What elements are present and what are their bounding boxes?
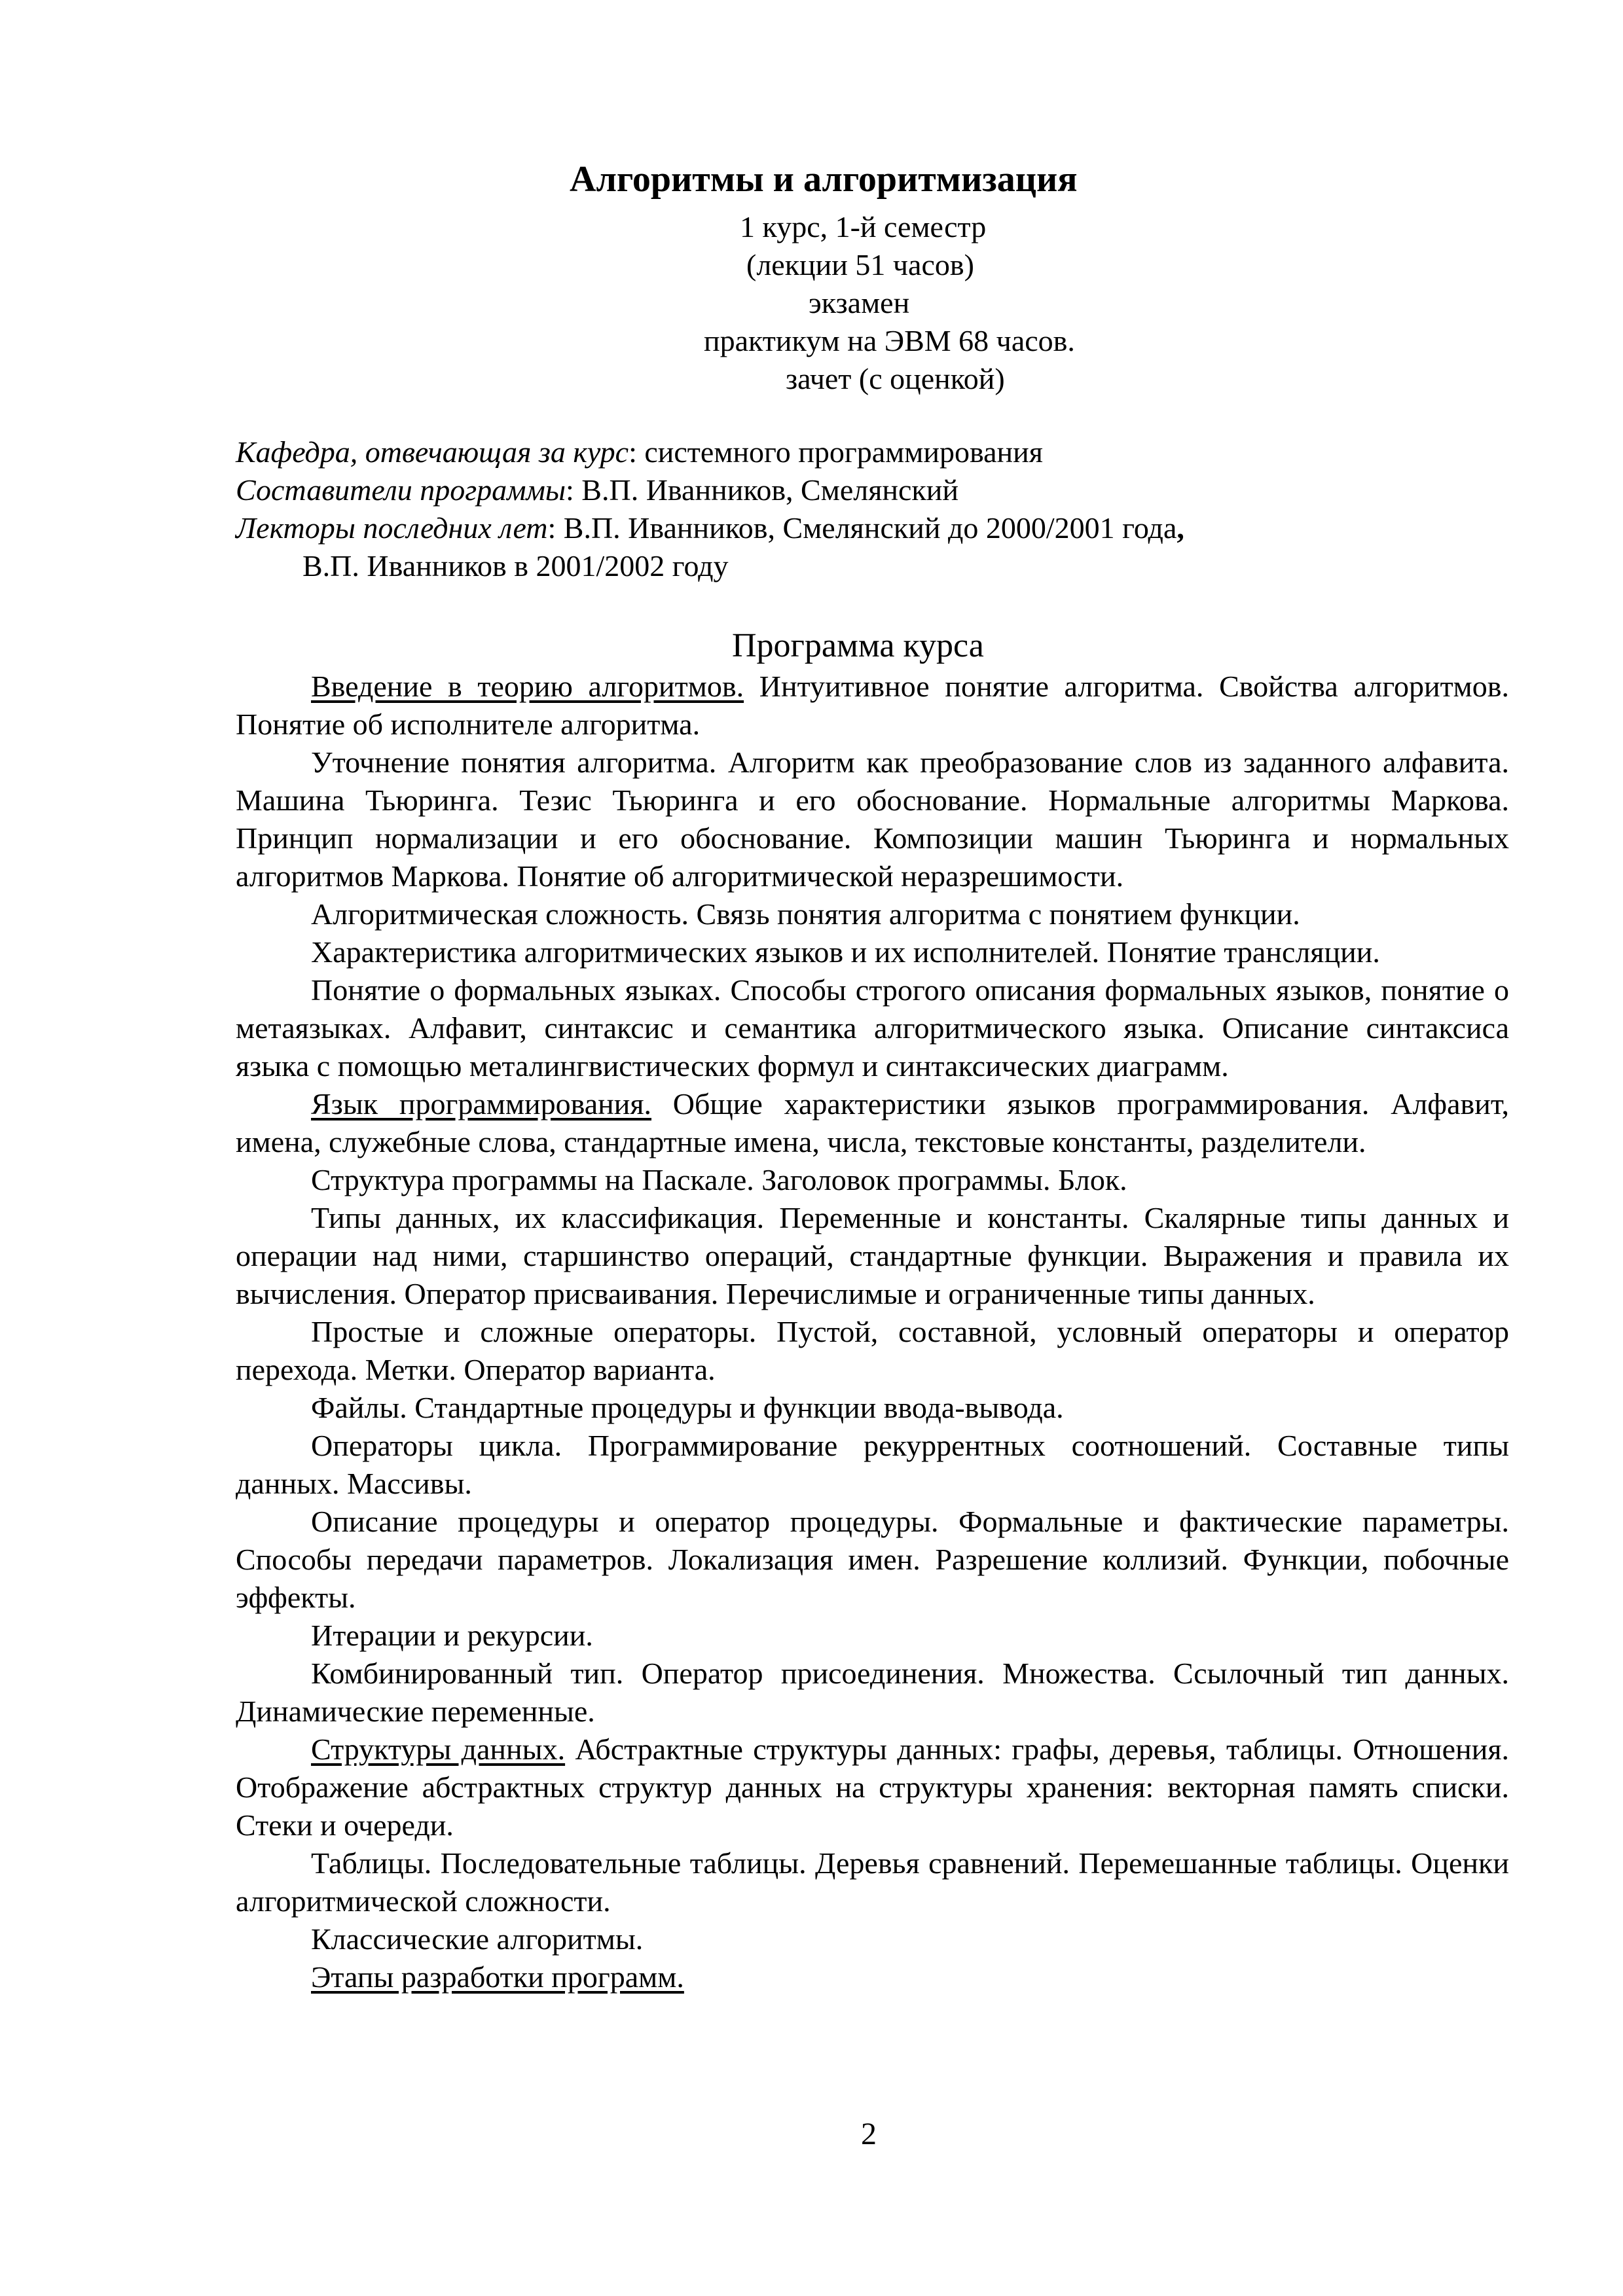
- lecture-hours: (лекции 51 часов): [746, 248, 974, 281]
- page-number: 2: [861, 2117, 877, 2151]
- department-value: : системного программирования: [629, 435, 1043, 469]
- paragraph-text: Абстрактные структуры данных: графы, деревья, таблицы. Отношения. Отображение абстрактных структур данных на структуры хранения: векторная память списки. Стеки и очереди.: [236, 1732, 1509, 1842]
- paragraph: Таблицы. Последовательные таблицы. Деревья сравнений. Перемешанные таблицы. Оценки алгоритмической сложности.: [236, 1846, 1509, 1918]
- paragraph: Характеристика алгоритмических языков и их исполнителей. Понятие трансляции.: [311, 935, 1380, 969]
- paragraph-text: Интуитивное понятие алгоритма. Свойства алгоритмов. Понятие об исполнителе алгоритма.: [236, 670, 1510, 741]
- exam-label: экзамен: [809, 286, 910, 319]
- section-link-intro-theory: Введение в теорию алгоритмов.: [311, 670, 744, 703]
- document-title: Алгоритмы и алгоритмизация: [570, 159, 1078, 200]
- practicum-hours: практикум на ЭВМ 68 часов.: [704, 324, 1075, 357]
- credit-label: зачет (с оценкой): [786, 362, 1005, 395]
- paragraph-text: Общие характеристики языков программирования. Алфавит, имена, служебные слова, стандартные имена, числа, текстовые константы, разделители.: [236, 1087, 1509, 1158]
- section-link-data-structures: Структуры данных.: [311, 1732, 566, 1766]
- lecturers-comma: ,: [1176, 511, 1184, 545]
- paragraph: Классические алгоритмы.: [311, 1922, 644, 1956]
- lecturers-value: : В.П. Иванников, Смелянский до 2000/2001 года: [547, 511, 1177, 545]
- paragraph-dev-stages: [236, 1958, 1509, 1996]
- paragraph: Структура программы на Паскале. Заголовок программы. Блок.: [311, 1163, 1127, 1196]
- department-label: Кафедра, отвечающая за курс: [236, 435, 629, 469]
- section-link-programming-language: Язык программирования.: [311, 1087, 652, 1121]
- paragraph-intro: [236, 668, 1509, 744]
- section-link-dev-stages: Этапы разработки программ.: [311, 1960, 684, 1994]
- paragraph: Комбинированный тип. Оператор присоединения. Множества. Ссылочный тип данных. Динамические переменные.: [236, 1657, 1509, 1728]
- paragraph-language: [236, 1085, 1509, 1161]
- paragraph: Типы данных, их классификация. Переменные и константы. Скалярные типы данных и операции над ними, старшинство операций, стандартные функции. Выражения и правила их вычисления. Оператор присваивания. Перечислимые и ограниченные типы данных.: [236, 1201, 1509, 1310]
- paragraph: Простые и сложные операторы. Пустой, составной, условный операторы и оператор перехода. Метки. Оператор варианта.: [236, 1315, 1509, 1386]
- paragraph: Итерации и рекурсии.: [311, 1619, 593, 1652]
- authors-line: [236, 471, 958, 509]
- lecturers-line: [236, 509, 1184, 547]
- authors-label: Составители программы: [236, 473, 566, 507]
- course-year: 1 курс, 1-й семестр: [740, 210, 987, 243]
- paragraph: Уточнение понятия алгоритма. Алгоритм как преобразование слов из заданного алфавита. Машина Тьюринга. Тезис Тьюринга и его обоснование. Нормальные алгоритмы Маркова. Принцип нормализации и его обоснование. Композиции машин Тьюринга и нормальных алгоритмов Маркова. Понятие об алгоритмической неразрешимости.: [236, 745, 1509, 893]
- program-heading: Программа курса: [732, 627, 984, 664]
- paragraph: Описание процедуры и оператор процедуры. Формальные и фактические параметры. Способы передачи параметров. Локализация имен. Разрешение коллизий. Функции, побочные эффекты.: [236, 1505, 1509, 1614]
- paragraph-data-structures: [236, 1731, 1509, 1844]
- paragraph: Алгоритмическая сложность. Связь понятия алгоритма с понятием функции.: [311, 897, 1300, 931]
- department-line: [236, 433, 1043, 471]
- lecturers-continuation: В.П. Иванников в 2001/2002 году: [302, 549, 729, 583]
- paragraph: Файлы. Стандартные процедуры и функции ввода-вывода.: [311, 1391, 1064, 1424]
- paragraph: Операторы цикла. Программирование рекуррентных соотношений. Составные типы данных. Массивы.: [236, 1429, 1509, 1500]
- program-body: [236, 668, 1509, 1996]
- authors-value: : В.П. Иванников, Смелянский: [566, 473, 958, 507]
- lecturers-label: Лекторы последних лет: [236, 511, 548, 545]
- paragraph: Понятие о формальных языках. Способы строгого описания формальных языков, понятие о метаязыках. Алфавит, синтаксис и семантика алгоритмического языка. Описание синтаксиса языка с помощью металингвистических формул и синтаксических диаграмм.: [236, 973, 1509, 1083]
